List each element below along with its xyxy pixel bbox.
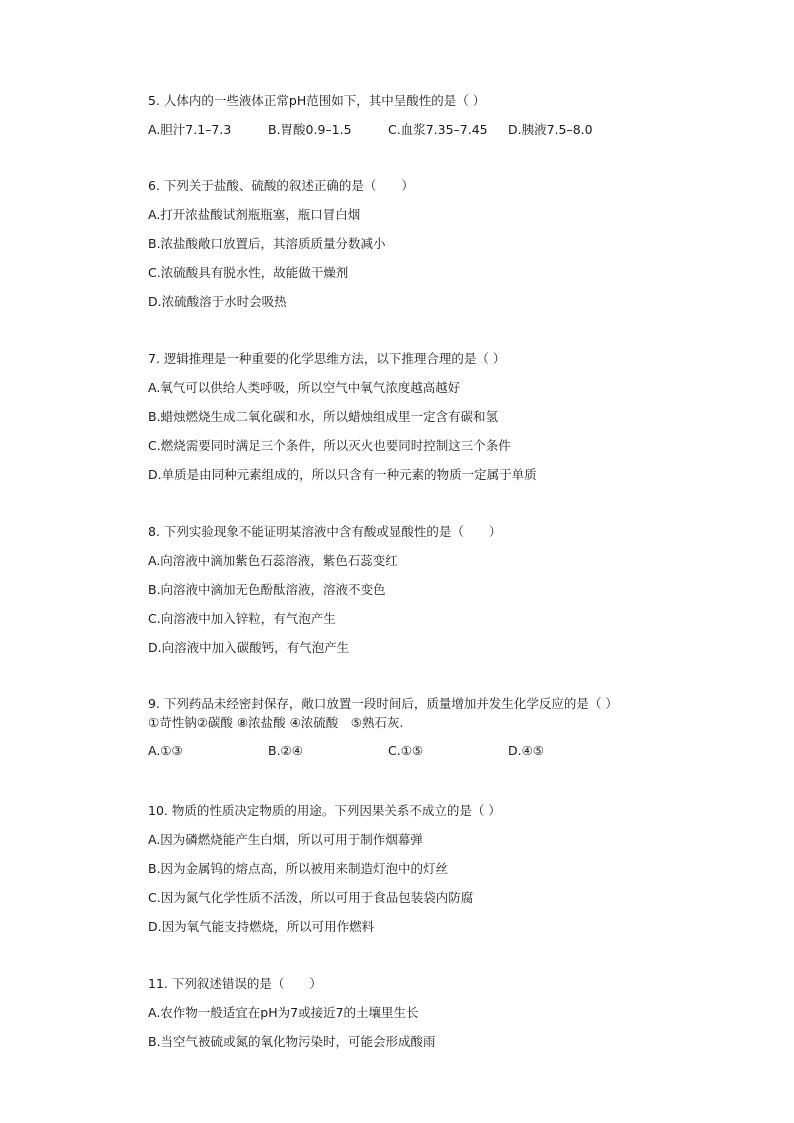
question-9-option-a: A.①③ (148, 743, 183, 758)
question-7-option-b: B.蜡烛燃烧生成二氧化碳和水，所以蜡烛组成里一定含有碳和氢 (148, 409, 499, 424)
question-11-option-a: A.农作物一般适宜在pH为7或接近7的土壤里生长 (148, 1005, 419, 1020)
question-9-option-b: B.②④ (268, 743, 303, 758)
question-10 (148, 803, 708, 935)
question-9-options (148, 743, 708, 759)
question-6 (148, 178, 708, 310)
question-7-stem: 7. 逻辑推理是一种重要的化学思维方法，以下推理合理的是（ ） (148, 351, 506, 366)
question-5-option-a: A.胆汁7.1–7.3 (148, 122, 232, 137)
question-6-option-c: C.浓硫酸具有脱水性，故能做干燥剂 (148, 265, 349, 280)
question-5-stem: 5. 人体内的一些液体正常pH范围如下，其中呈酸性的是（ ） (148, 93, 486, 108)
question-6-option-d: D.浓硫酸溶于水时会吸热 (148, 294, 287, 309)
question-6-option-a: A.打开浓盐酸试剂瓶瓶塞，瓶口冒白烟 (148, 207, 361, 222)
question-11-stem: 11. 下列叙述错误的是（ ） (148, 976, 322, 991)
question-7-option-c: C.燃烧需要同时满足三个条件，所以灭火也要同时控制这三个条件 (148, 438, 511, 453)
question-9-items: ①苛性钠②碳酸 ⑧浓盐酸 ④浓硫酸 ⑤熟石灰. (148, 715, 404, 730)
question-8-option-b: B.向溶液中滴加无色酚酞溶液，溶液不变色 (148, 582, 386, 597)
question-9-option-c: C.①⑤ (388, 743, 424, 758)
question-7-option-a: A.氧气可以供给人类呼吸，所以空气中氧气浓度越高越好 (148, 380, 461, 395)
question-8-option-c: C.向溶液中加入锌粒，有气泡产生 (148, 611, 336, 626)
question-6-option-b: B.浓盐酸敞口放置后，其溶质质量分数减小 (148, 236, 386, 251)
question-10-option-b: B.因为金属钨的熔点高，所以被用来制造灯泡中的灯丝 (148, 861, 449, 876)
question-6-stem: 6. 下列关于盐酸、硫酸的叙述正确的是（ ） (148, 178, 414, 193)
question-8-stem: 8. 下列实验现象不能证明某溶液中含有酸或显酸性的是（ ） (148, 524, 502, 539)
question-8-option-d: D.向溶液中加入碳酸钙，有气泡产生 (148, 640, 350, 655)
question-9 (148, 696, 708, 759)
question-10-option-a: A.因为磷燃烧能产生白烟，所以可用于制作烟幕弹 (148, 832, 423, 847)
question-5-option-c: C.血浆7.35–7.45 (388, 122, 488, 137)
question-7-option-d: D.单质是由同种元素组成的，所以只含有一种元素的物质一定属于单质 (148, 467, 537, 482)
question-10-stem: 10. 物质的性质决定物质的用途。下列因果关系不成立的是（ ） (148, 803, 501, 818)
question-8 (148, 524, 708, 656)
question-5-option-b: B.胃酸0.9–1.5 (268, 122, 352, 137)
question-11 (148, 976, 708, 1050)
question-10-option-c: C.因为氮气化学性质不活泼，所以可用于食品包装袋内防腐 (148, 890, 474, 905)
question-5 (148, 93, 708, 138)
question-5-option-d: D.胰液7.5–8.0 (508, 122, 593, 137)
question-7 (148, 351, 708, 483)
question-11-option-b: B.当空气被硫或氮的氧化物污染时，可能会形成酸雨 (148, 1034, 436, 1049)
question-9-stem: 9. 下列药品未经密封保存，敞口放置一段时间后，质量增加并发生化学反应的是（ ） (148, 696, 618, 711)
question-10-option-d: D.因为氧气能支持燃烧，所以可用作燃料 (148, 919, 375, 934)
question-8-option-a: A.向溶液中滴加紫色石蕊溶液，紫色石蕊变红 (148, 553, 398, 568)
question-9-option-d: D.④⑤ (508, 743, 545, 758)
question-5-options (148, 122, 708, 138)
